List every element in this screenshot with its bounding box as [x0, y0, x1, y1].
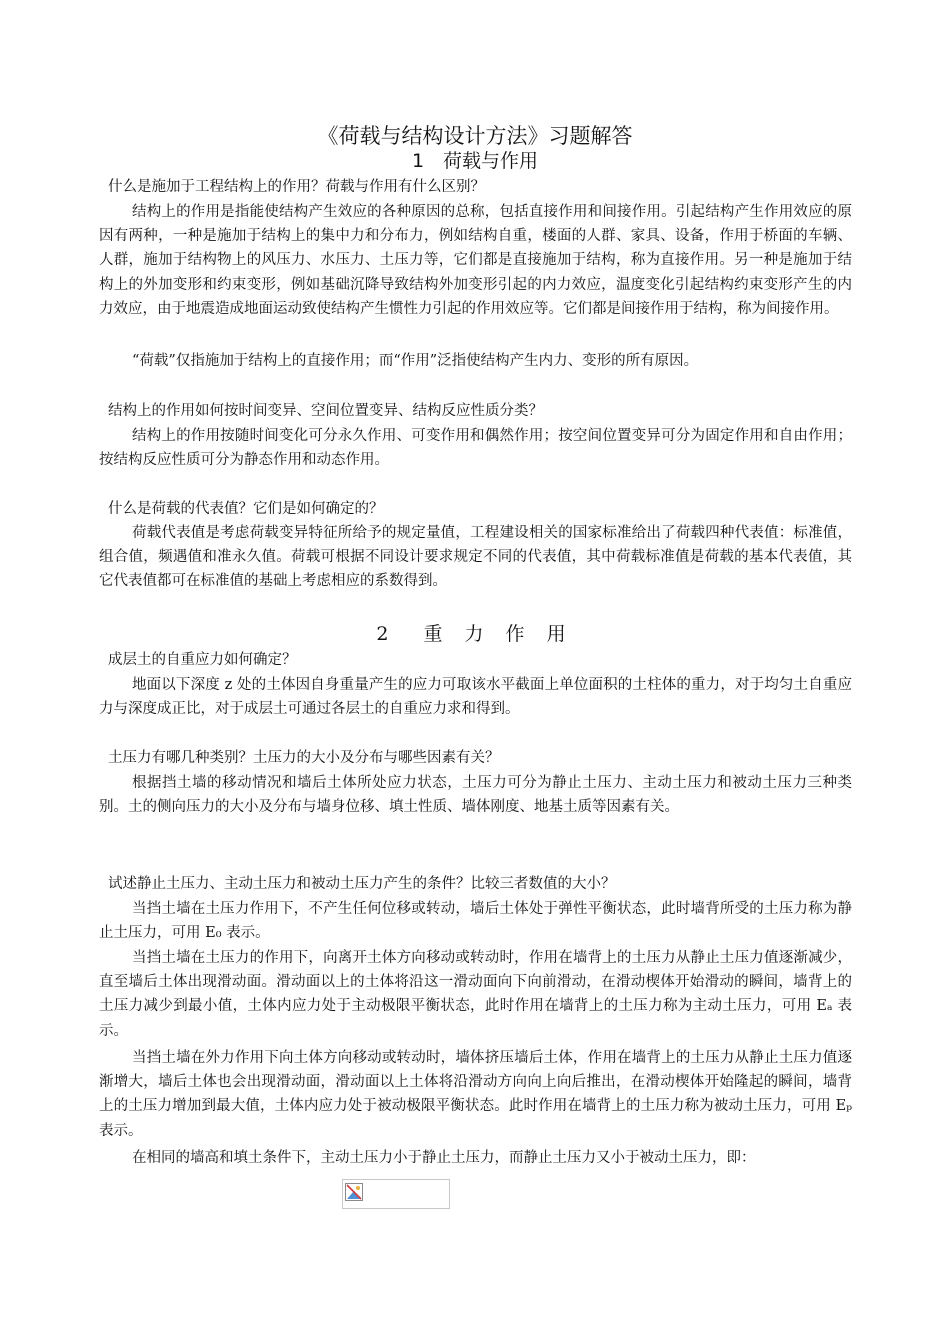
- answer-paragraph: 结构上的作用是指能使结构产生效应的各种原因的总称，包括直接作用和间接作用。引起结构产生作用效应的原因有两种，一种是施加于结构上的集中力和分布力，例如结构自重，楼面的人群、家具、设备，作用于桥面的车辆、人群，施加于结构物上的风压力、水压力、土压力等，它们都是直接施加于结构，称为直接作用。另一种是施加于结构上的外加变形和约束变形，例如基础沉降导致结构外加变形引起的内力效应，温度变化引起结构约束变形产生的内力效应，由于地震造成地面运动致使结构产生惯性力引起的作用效应等。它们都是间接作用于结构，称为间接作用。: [99, 204, 852, 317]
- broken-image-icon: [345, 1183, 363, 1201]
- question-text: 结构上的作用如何按时间变异、空间位置变异、结构反应性质分类？: [108, 403, 543, 419]
- answer-paragraph: 当挡土墙在土压力的作用下，向离开土体方向移动或转动时，作用在墙背上的土压力从静止土压力值逐渐减少，直至墙后土体出现滑动面。滑动面以上的土体将沿这一滑动面向下向前滑动，在滑动楔体开始滑动的瞬间，墙背上的土压力减少到最小值，土体内应力处于主动极限平衡状态，此时作用在墙背上的土压力称为主动土压力，可用 Eₐ 表示。: [99, 950, 852, 1039]
- answer-paragraph: 地面以下深度 z 处的土体因自身重量产生的应力可取该水平截面上单位面积的土柱体的重力，对于均匀土自重应力与深度成正比，对于成层土可通过各层土的自重应力求和得到。: [99, 677, 852, 718]
- chapter-2-heading: 2 重 力 作 用: [376, 623, 574, 645]
- answer-paragraph: “荷载”仅指施加于结构上的直接作用；而“作用”泛指使结构产生内力、变形的所有原因。: [132, 353, 699, 369]
- answer-paragraph: 当挡土墙在外力作用下向土体方向移动或转动时，墙体挤压墙后土体，作用在墙背上的土压力从静止土压力值逐渐增大，墙后土体也会出现滑动面，滑动面以上土体将沿滑动方向向上向后推出，在滑动楔体开始隆起的瞬间，墙背上的土压力增加到最大值，土体内应力处于被动极限平衡状态。此时作用在墙背上的土压力称为被动土压力，可用 Eₚ 表示。: [99, 1050, 852, 1139]
- question-text: 什么是施加于工程结构上的作用？荷载与作用有什么区别？: [108, 179, 485, 195]
- answer-paragraph: 在相同的墙高和填土条件下，主动土压力小于静止土压力，而静止土压力又小于被动土压力，即：: [132, 1150, 756, 1166]
- question-text: 什么是荷载的代表值？它们是如何确定的？: [108, 501, 384, 517]
- answer-paragraph: 根据挡土墙的移动情况和墙后土体所处应力状态，土压力可分为静止土压力、主动土压力和被动土压力三种类别。土的侧向压力的大小及分布与墙身位移、填土性质、墙体刚度、地基土质等因素有关。: [99, 775, 852, 816]
- document-title: 《荷载与结构设计方法》习题解答: [317, 124, 633, 148]
- equation-image-placeholder: [342, 1179, 450, 1209]
- chapter-1-heading: 1 荷载与作用: [411, 150, 539, 172]
- question-text: 成层土的自重应力如何确定？: [108, 652, 297, 668]
- answer-paragraph: 荷载代表值是考虑荷载变异特征所给予的规定量值，工程建设相关的国家标准给出了荷载四种代表值：标准值，组合值，频遇值和准永久值。荷载可根据不同设计要求规定不同的代表值，其中荷载标准值是荷载的基本代表值，其它代表值都可在标准值的基础上考虑相应的系数得到。: [99, 525, 852, 590]
- question-text: 试述静止土压力、主动土压力和被动土压力产生的条件？比较三者数值的大小？: [108, 876, 616, 892]
- answer-paragraph: 当挡土墙在土压力作用下，不产生任何位移或转动，墙后土体处于弹性平衡状态，此时墙背所受的土压力称为静止土压力，可用 E₀ 表示。: [99, 901, 852, 942]
- question-text: 土压力有哪几种类别？土压力的大小及分布与哪些因素有关？: [108, 750, 500, 766]
- answer-paragraph: 结构上的作用按随时间变化可分永久作用、可变作用和偶然作用；按空间位置变异可分为固定作用和自由作用；按结构反应性质可分为静态作用和动态作用。: [99, 428, 852, 469]
